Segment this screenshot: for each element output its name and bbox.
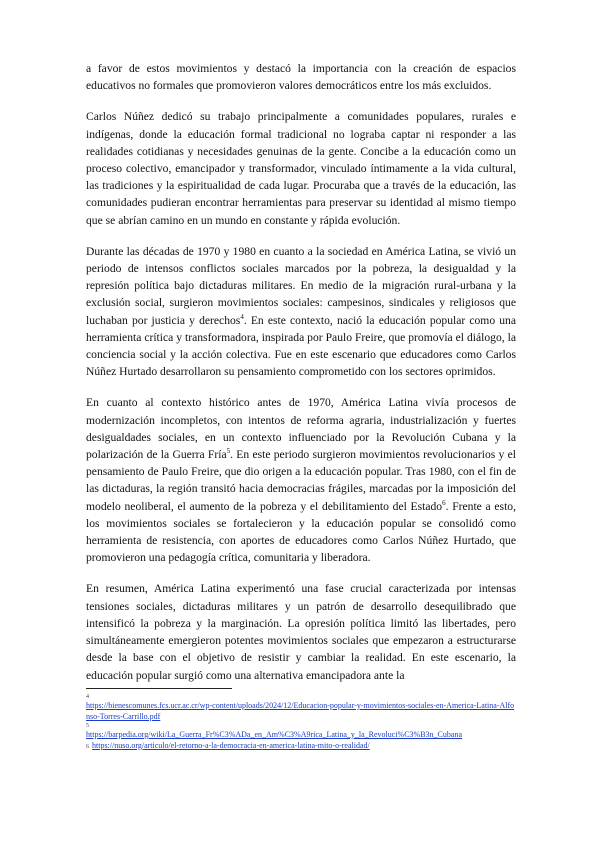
paragraph-text: a favor de estos movimientos y destacó la importancia con la creación de espacios educativos no formales que promovieron valores democráticos entre los más excluidos. [86, 62, 516, 93]
footnote-number: 5 [86, 723, 89, 729]
footnote-link[interactable]: https://barpedia.org/wiki/La_Guerra_Fr%C3%ADa_en_Am%C3%A9rica_Latina_y_la_Revoluci%C3%B3n_Cubana [86, 730, 462, 739]
paragraph-text: En resumen, América Latina experimentó una fase crucial caracterizada por intensas tensiones sociales, dictaduras militares y un patrón de desarrollo desequilibrado que intensificó la pobreza y la marginación. La opresión política limitó las libertades, pero simultáneamente emergieron potentes movimientos sociales que empezaron a estructurarse desde la base con el objetivo de resistir y cambiar la realidad. En este escenario, la educación popular surgió como una alternativa emancipadora ante la [86, 582, 516, 682]
paragraph-text: . En este contexto, nació la educación popular como una herramienta crítica y transformadora, inspirada por Paulo Freire, que promovía el diálogo, la conciencia social y la acción colectiva. Fue en este escenario que educadores como Carlos Núñez Hurtado desarrollaron su pensamiento comprometido con los sectores oprimidos. [86, 313, 516, 379]
footnote-item [86, 741, 516, 752]
body-text [86, 60, 516, 698]
paragraph-text: Carlos Núñez dedicó su trabajo principalmente a comunidades populares, rurales e indígenas, donde la educación formal tradicional no lograba captar ni responder a las realidades cotidianas y necesidades genuinas de la gente. Concibe a la educación como un proceso colectivo, emancipador y transformador, vinculado íntimamente a la vida cultural, las tradiciones y la espiritualidad de cada lugar. Procuraba que a través de la educación, las comunidades pudieran encontrar herramientas para preservar su identidad al mismo tiempo que se abrían camino en un mundo en constante y rápida evolución. [86, 110, 516, 227]
paragraph-text: En cuanto al contexto histórico antes de 1970, América Latina vivía procesos de modernización incompletos, con intentos de reforma agraria, industrialización y fuertes desigualdades sociales, en un contexto influenciado por la Revolución Cubana y la polarización de la Guerra Fría [86, 396, 516, 462]
paragraph [86, 243, 516, 381]
footnote-marker[interactable]: 6 [442, 498, 446, 507]
paragraph [86, 108, 516, 228]
paragraph-text: . Frente a esto, los movimientos sociales se fortalecieron y la educación popular se consolidó como herramienta de resistencia, con aportes de educadores como Carlos Núñez Hurtado, que promovieron una pedagogía crítica, comunitaria y liberadora. [86, 499, 516, 565]
footnote-marker[interactable]: 5 [226, 447, 231, 456]
footnote-number: 4 [86, 694, 89, 700]
footnote-link[interactable]: https://bienescomunes.fcs.ucr.ac.cr/wp-content/uploads/2024/12/Educacion-popular-y-movimientos-sociales-en-America-Latina-Alfonso-Torres-Carrillo.pdf [86, 701, 515, 721]
paragraph [86, 60, 516, 94]
footnote-link[interactable]: https://nuso.org/articulo/el-retorno-a-la-democracia-en-america-latina-mito-o-realidad/ [92, 740, 370, 750]
footnote-number: 6 [86, 743, 89, 750]
footnotes-section [86, 688, 516, 751]
footnote-item [86, 693, 516, 722]
footnote-list [86, 693, 516, 751]
paragraph [86, 580, 516, 683]
footnote-item [86, 722, 516, 741]
footnote-marker[interactable]: 4 [240, 312, 244, 321]
paragraph-text: . En este periodo surgieron movimientos revolucionarios y el pensamiento de Paulo Freire, que dio origen a la educación popular. Tras 1980, con el fin de las dictaduras, la región transitó hacia democracias frágiles, marcadas por la imposición del modelo neoliberal, el aumento de la pobreza y el debilitamiento del Estado [86, 448, 516, 513]
footnote-separator [86, 688, 232, 689]
paragraph-text: Durante las décadas de 1970 y 1980 en cuanto a la sociedad en América Latina, se vivió un periodo de intensos conflictos sociales marcados por la pobreza, la desigualdad y la represión política bajo dictaduras militares. En medio de la migración rural-urbana y la exclusión social, surgieron movimientos sociales: campesinos, sindicales y religiosos que luchaban por justicia y derechos [86, 244, 516, 327]
paragraph [86, 394, 516, 566]
